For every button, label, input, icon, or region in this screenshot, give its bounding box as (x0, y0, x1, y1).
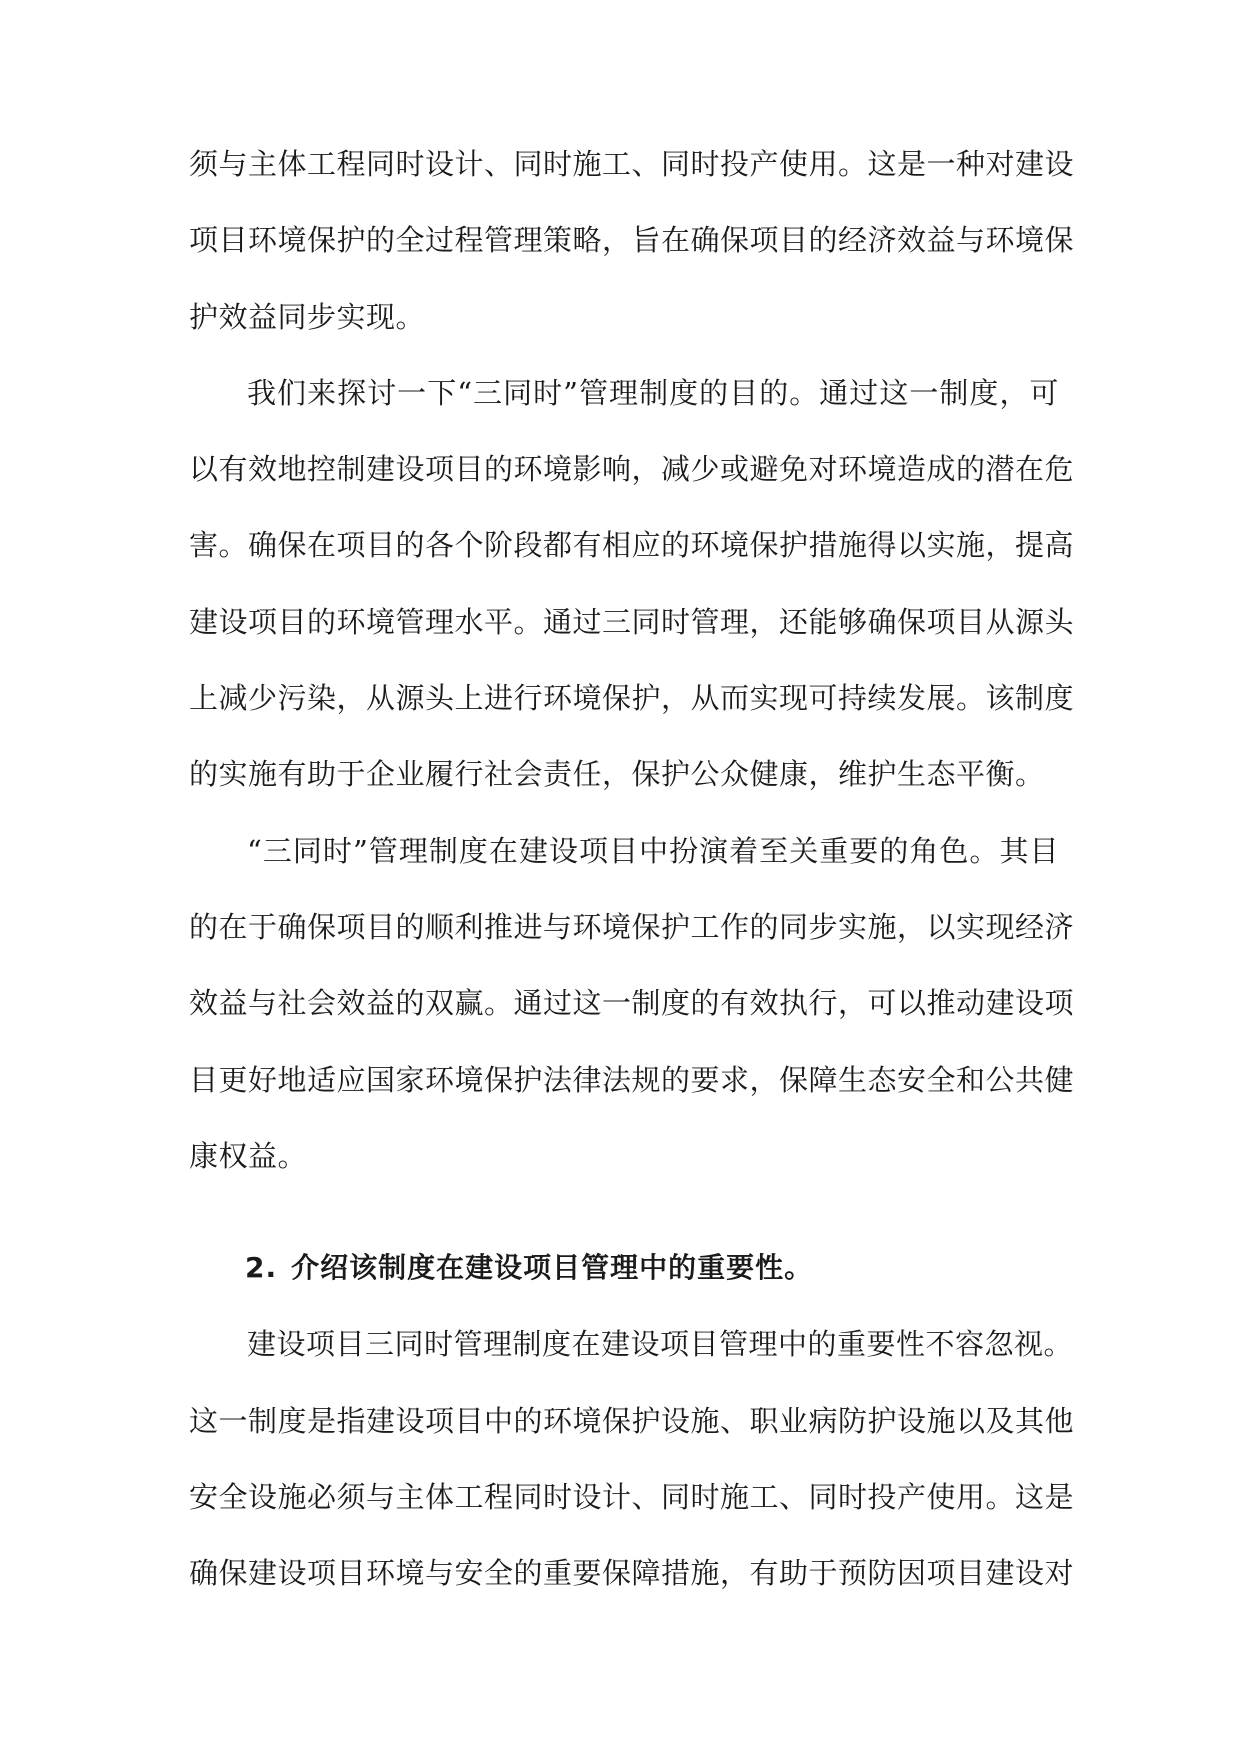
section-gap (189, 1212, 1059, 1248)
paragraph-1 (189, 144, 1075, 373)
text-line: 康权益。 (189, 1138, 308, 1173)
text-line: 须与主体工程同时设计、同时施工、同时投产使用。这是一种对建设 (189, 147, 1075, 181)
text-line: 目更好地适应国家环境保护法律法规的要求，保障生态安全和公共健 (189, 1062, 1075, 1097)
text-line: 的实施有助于企业履行社会责任，保护公众健康，维护生态平衡。 (189, 757, 1045, 792)
paragraph-2 (189, 373, 1075, 831)
paragraph-3 (189, 831, 1075, 1212)
section-number: 2. (245, 1251, 278, 1285)
text-line: 以有效地控制建设项目的环境影响，减少或避免对环境造成的潜在危 (189, 452, 1075, 487)
text-line: 护效益同步实现。 (189, 299, 426, 334)
document-body (189, 144, 1075, 1630)
text-line: 安全设施必须与主体工程同时设计、同时施工、同时投产使用。这是 (189, 1480, 1075, 1515)
text-line: 我们来探讨一下“三同时”管理制度的目的。通过这一制度，可 (247, 375, 1059, 410)
text-line: 建设项目的环境管理水平。通过三同时管理，还能够确保项目从源头 (189, 604, 1075, 639)
section-heading (189, 1248, 1059, 1324)
text-line: “三同时”管理制度在建设项目中扮演着至关重要的角色。其目 (247, 833, 1059, 868)
text-line: 项目环境保护的全过程管理策略，旨在确保项目的经济效益与环境保 (189, 223, 1075, 258)
text-line: 害。确保在项目的各个阶段都有相应的环境保护措施得以实施，提高 (189, 528, 1075, 563)
text-line: 上减少污染，从源头上进行环境保护，从而实现可持续发展。该制度 (189, 681, 1075, 716)
text-line: 建设项目三同时管理制度在建设项目管理中的重要性不容忽视。 (247, 1327, 1074, 1362)
text-line: 这一制度是指建设项目中的环境保护设施、职业病防护设施以及其他 (189, 1403, 1075, 1438)
section-title: 介绍该制度在建设项目管理中的重要性。 (291, 1251, 814, 1285)
text-line: 的在于确保项目的顺利推进与环境保护工作的同步实施，以实现经济 (189, 909, 1075, 944)
paragraph-4 (189, 1324, 1075, 1629)
text-line: 效益与社会效益的双赢。通过这一制度的有效执行，可以推动建设项 (189, 986, 1075, 1021)
text-line: 确保建设项目环境与安全的重要保障措施，有助于预防因项目建设对 (189, 1556, 1075, 1591)
